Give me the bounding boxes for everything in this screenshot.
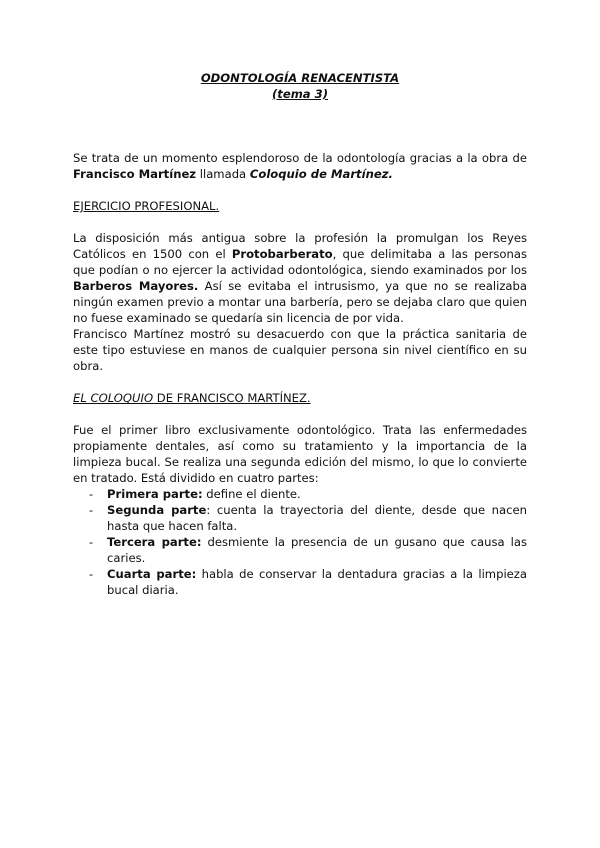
heading-italic-part: EL COLOQUIO [73,391,154,405]
section-heading-coloquio [73,390,527,406]
parts-list [73,486,527,598]
intro-text-1: Se trata de un momento esplendoroso de la odontología gracias a la obra de [73,151,527,165]
list-item [89,486,527,502]
ejercicio-text-3: Así se evitaba el intrusismo, ya que no se realizaba ningún examen previo a montar una barbería, pero se dejaba claro que quien no fuese examinado se quedaría sin licencia de por vida. [73,279,527,325]
list-bullet: - [89,535,94,549]
ejercicio-paragraph-1 [73,230,527,326]
ejercicio-paragraph-2: Francisco Martínez mostró su desacuerdo con que la práctica sanitaria de este tipo estuviese en manos de cualquier persona sin nivel científico en su obra. [73,327,527,373]
list-item [89,566,527,598]
part-label: Tercera parte: [107,535,202,549]
ejercicio-text-1: La disposición más antigua sobre la profesión la promulgan los Reyes Católicos en 1500 con el [73,231,527,261]
intro-paragraph [73,150,527,182]
part-text: desmiente la presencia de un gusano que causa las caries. [107,535,527,565]
heading-rest-part: DE FRANCISCO MARTÍNEZ. [153,391,311,405]
list-bullet: - [89,487,94,501]
term-barberos-mayores: Barberos Mayores. [73,279,199,293]
coloquio-paragraph: Fue el primer libro exclusivamente odontológico. Trata las enfermedades propiamente dentales, así como su tratamiento y la importancia de la limpieza bucal. Se realiza una segunda edición del mismo, lo que lo convierte en tratado. Está dividido en cuatro partes: [73,423,527,485]
part-label: Cuarta parte: [107,567,197,581]
part-text: define el diente. [202,487,301,501]
part-text: habla de conservar la dentadura gracias a la limpieza bucal diaria. [107,567,527,597]
list-bullet: - [89,503,94,517]
title-main: ODONTOLOGÍA RENACENTISTA [200,71,400,85]
intro-author: Francisco Martínez [73,167,197,181]
ejercicio-text-2: , que delimitaba a las personas que podían o no ejercer la actividad odontológica, siendo examinados por los [73,247,527,277]
document-title [73,70,527,102]
term-protobarberato: Protobarberato [231,247,333,261]
document-page [73,70,527,598]
part-text: : cuenta la trayectoria del diente, desde que nacen hasta que hacen falta. [107,503,527,533]
section-heading-ejercicio: EJERCICIO PROFESIONAL. [73,199,220,213]
part-label: Primera parte: [107,487,203,501]
list-item [89,502,527,534]
intro-text-2: llamada [196,167,250,181]
title-subtitle: (tema 3) [271,87,328,101]
intro-work-title: Coloquio de Martínez. [249,167,393,181]
list-item [89,534,527,566]
list-bullet: - [89,567,94,581]
part-label: Segunda parte [107,503,207,517]
